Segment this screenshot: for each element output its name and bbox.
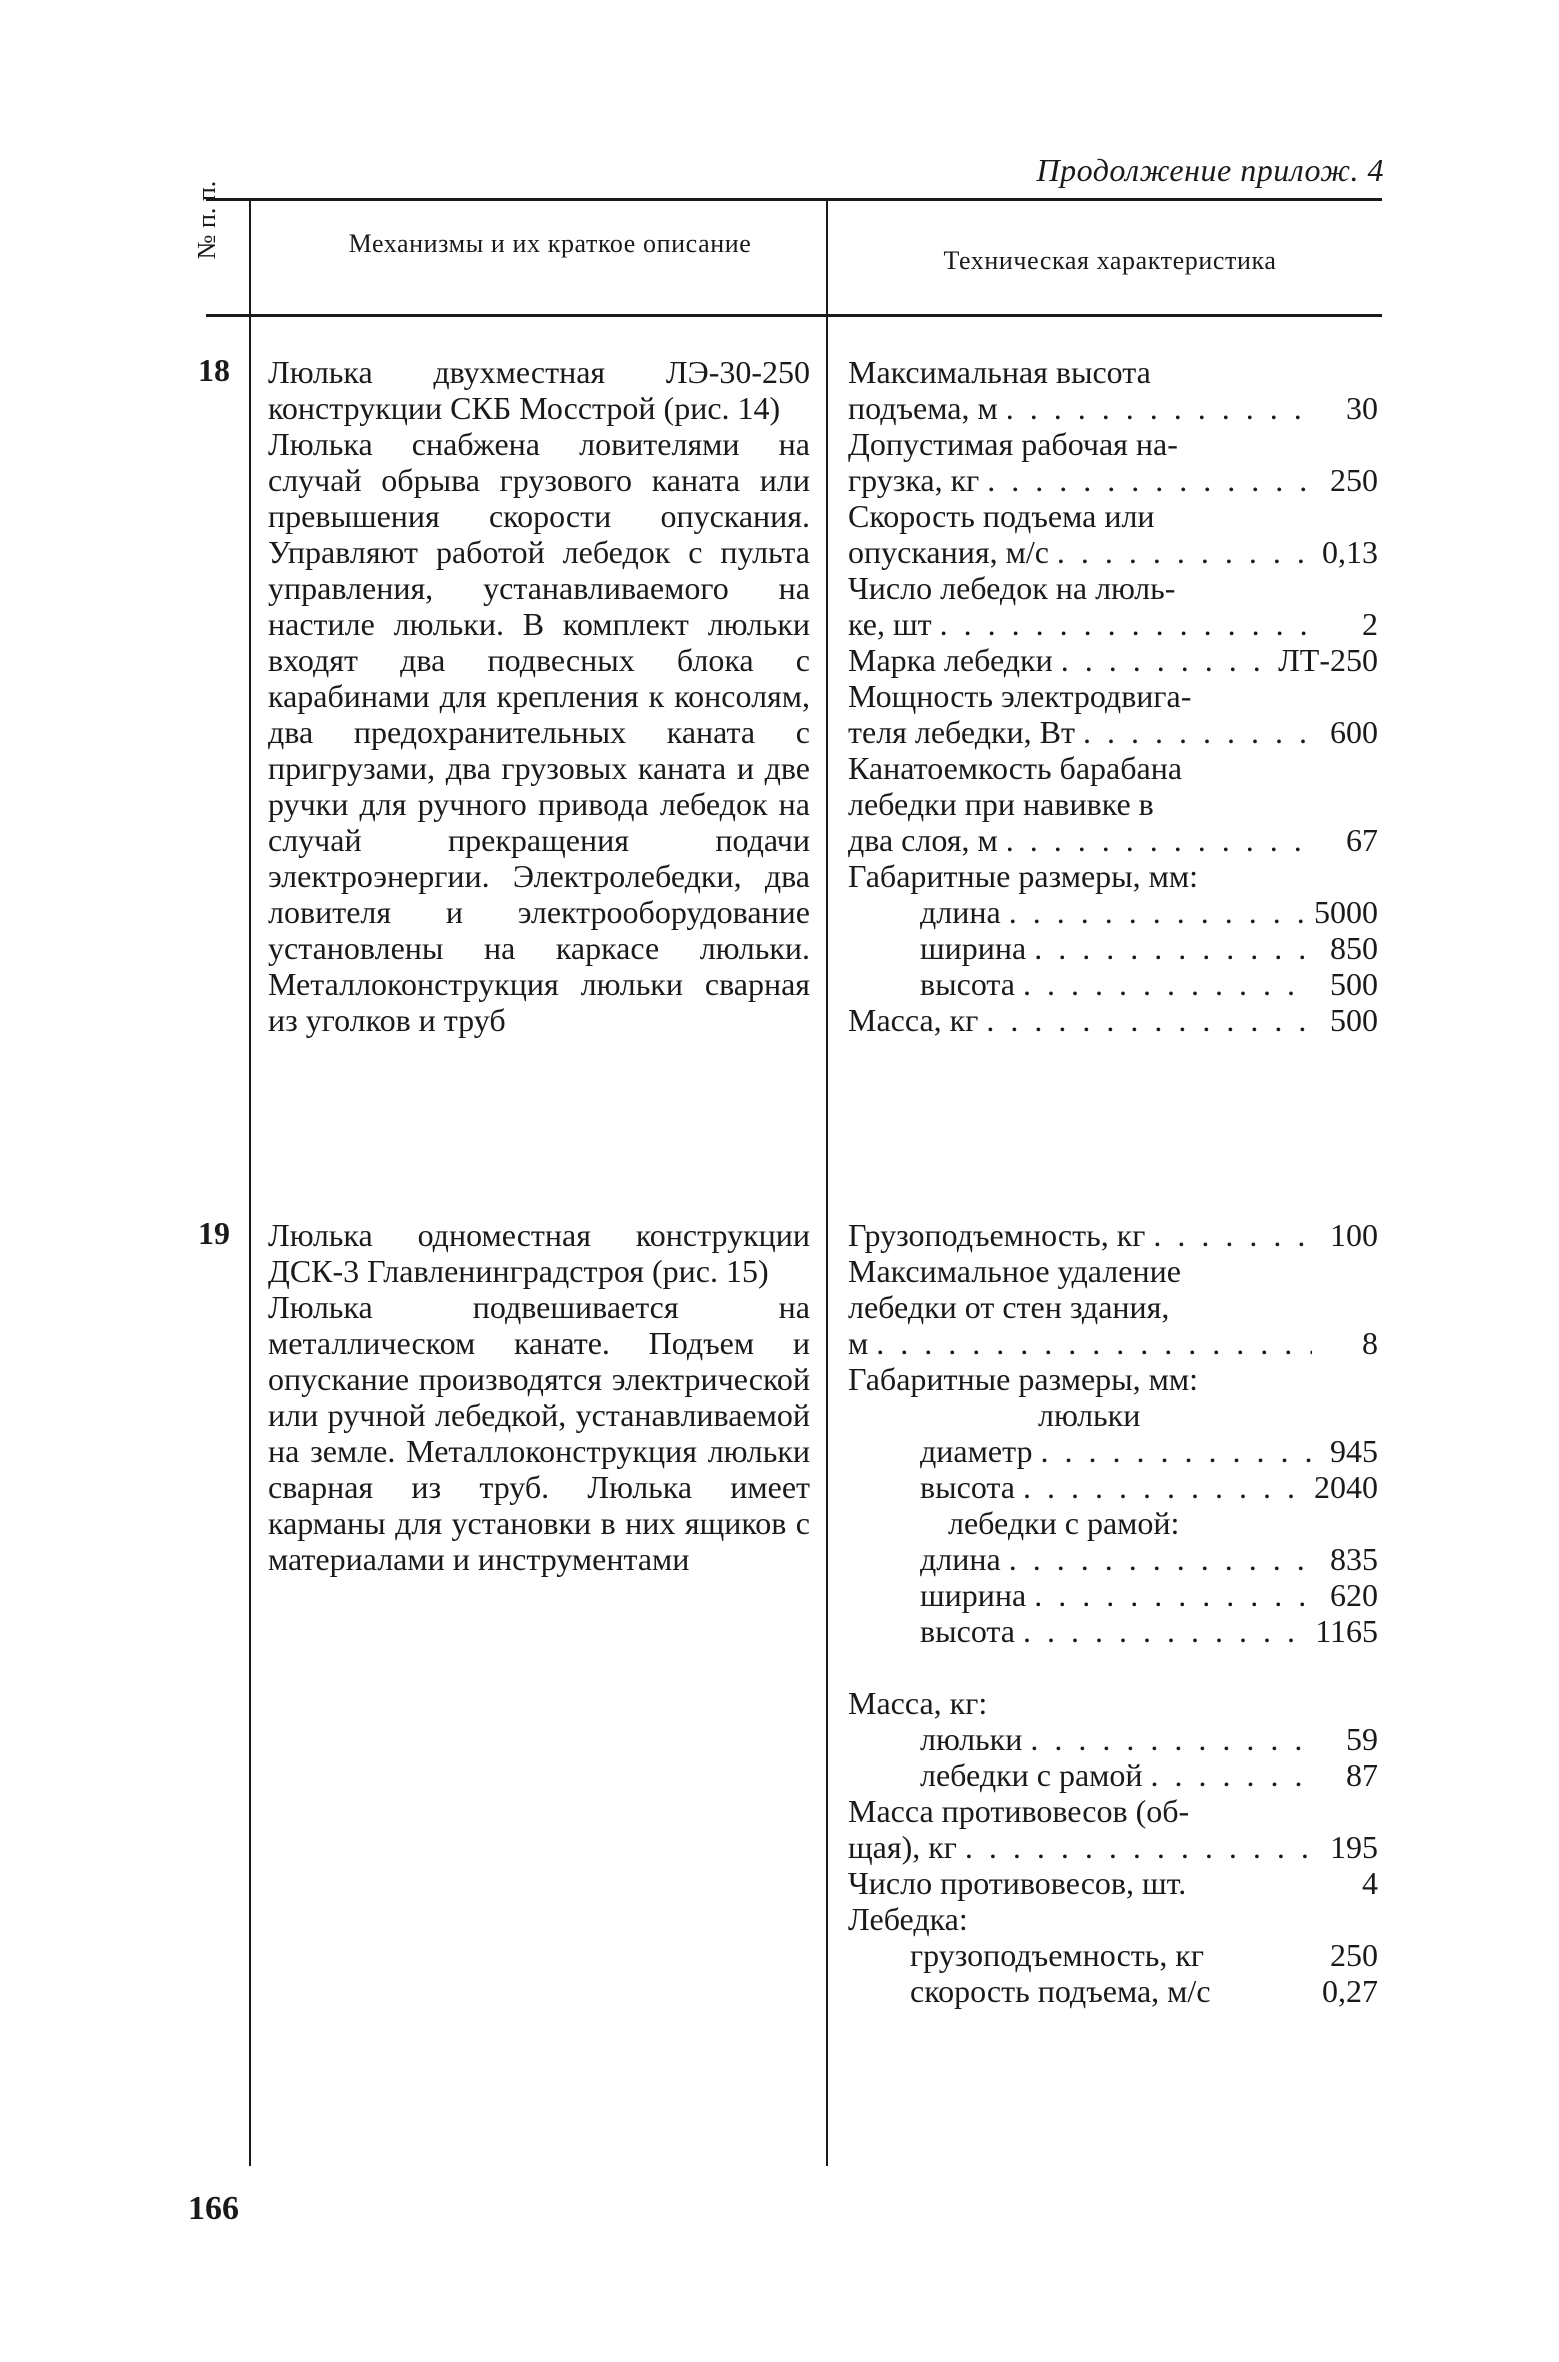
spec-label: скорость подъема, м/с (910, 1973, 1211, 2009)
spec-label: Число противовесов, шт. (848, 1865, 1187, 1901)
page-number: 166 (188, 2190, 239, 2227)
table-top-rule (206, 198, 1382, 201)
spec-label: грузка, кг (848, 462, 980, 498)
item-title: Люлька одноместная конструкции ДСК-3 Главленинградстроя (рис. 15) (268, 1217, 810, 1289)
header-characteristics: Техническая характеристика (943, 246, 1277, 275)
spec-label: Мощность электродвига- (848, 678, 1192, 714)
spec-label: щая), кг (848, 1829, 957, 1865)
spec-label: грузоподъемность, кг (910, 1937, 1205, 1973)
spec-value: 0,27 (1322, 1973, 1378, 2009)
spec-value: 195 (1330, 1829, 1378, 1865)
row-number: 19 (198, 1215, 230, 1251)
spec-label: высота (920, 966, 1015, 1002)
spec-label: Скорость подъема или (848, 498, 1155, 534)
spec-label: Канатоемкость барабана (848, 750, 1183, 786)
column-divider-2 (826, 198, 828, 2166)
spec-value: 59 (1346, 1721, 1378, 1757)
spec-label: ке, шт (848, 606, 932, 642)
spec-value: 835 (1330, 1541, 1378, 1577)
spec-label: Максимальная высота (848, 354, 1151, 390)
spec-value: 620 (1330, 1577, 1378, 1613)
spec-label: лебедки при навивке в (848, 786, 1154, 822)
spec-group-label: лебедки с рамой: (948, 1505, 1180, 1541)
spec-value: 87 (1346, 1757, 1378, 1793)
spec-value: 0,13 (1322, 534, 1378, 570)
spec-value: 2 (1362, 606, 1378, 642)
spec-label: люльки (920, 1721, 1023, 1757)
spec-label: ширина (920, 1577, 1027, 1613)
spec-value: 250 (1330, 1937, 1378, 1973)
spec-value: 5000 (1314, 894, 1378, 930)
spec-label: теля лебедки, Вт (848, 714, 1075, 750)
spec-value: 600 (1330, 714, 1378, 750)
table-header-rule (206, 314, 1382, 317)
spec-label: Габаритные размеры, мм: (848, 858, 1199, 894)
spec-value: 500 (1330, 966, 1378, 1002)
spec-label: опускания, м/с (848, 534, 1049, 570)
spec-label: Максимальное удаление (848, 1253, 1181, 1289)
row-description (268, 354, 810, 1038)
item-title: Люлька двухместная ЛЭ-30-250 конструкции СКБ Мосстрой (рис. 14) (268, 354, 810, 426)
column-divider-1 (249, 198, 251, 2166)
spec-value: 945 (1330, 1433, 1378, 1469)
spec-label: ширина (920, 930, 1027, 966)
header-number-column: № п. п. (192, 180, 221, 260)
spec-group-label: люльки (1038, 1397, 1141, 1433)
spec-value: 8 (1362, 1325, 1378, 1361)
spec-label: высота (920, 1469, 1015, 1505)
row-description (268, 1217, 810, 1577)
spec-label: два слоя, м (848, 822, 998, 858)
row-specs (848, 354, 1378, 1038)
item-text: Люлька подвешивается на металлическом канате. Подъем и опускание производятся электрической или ручной лебедкой, устанавливаемой на земле. Металлоконструкция люльки сварная из труб. Люлька имеет карманы для установки в них ящиков с материалами и инструментами (268, 1289, 810, 1577)
spec-value: 2040 (1314, 1469, 1378, 1505)
spec-label: Марка лебедки (848, 642, 1053, 678)
spec-value: ЛТ-250 (1278, 642, 1378, 678)
spec-label: длина (920, 894, 1001, 930)
spec-label: высота (920, 1613, 1015, 1649)
spec-label: Масса, кг: (848, 1685, 988, 1721)
spec-value: 250 (1330, 462, 1378, 498)
spec-label: лебедки с рамой (920, 1757, 1143, 1793)
spec-value: 30 (1346, 390, 1378, 426)
spec-value: 100 (1330, 1217, 1378, 1253)
spec-label: Допустимая рабочая на- (848, 426, 1178, 462)
spec-value: 500 (1330, 1002, 1378, 1038)
spec-label: Лебедка: (848, 1901, 968, 1937)
spec-value: 1165 (1315, 1613, 1378, 1649)
spec-label: Грузоподъемность, кг (848, 1217, 1146, 1253)
spec-value: 4 (1362, 1865, 1378, 1901)
spec-value: 67 (1346, 822, 1378, 858)
spec-label: подъема, м (848, 390, 998, 426)
spec-label: Масса противовесов (об- (848, 1793, 1190, 1829)
spec-label: Масса, кг (848, 1002, 979, 1038)
spec-label: Число лебедок на люль- (848, 570, 1176, 606)
row-number: 18 (198, 352, 230, 388)
spec-label: лебедки от стен здания, (848, 1289, 1170, 1325)
row-specs (848, 1217, 1378, 2009)
spec-label: м (848, 1325, 869, 1361)
spec-label: длина (920, 1541, 1001, 1577)
spec-label: диаметр (920, 1433, 1033, 1469)
spec-label: Габаритные размеры, мм: (848, 1361, 1199, 1397)
header-mechanisms: Механизмы и их краткое описание (348, 229, 752, 258)
item-text: Люлька снабжена ловителями на случай обрыва грузового каната или превышения скорости опускания. Управляют работой лебедок с пульта управления, устанавливаемого на настиле люльки. В комплект люльки входят два подвесных блока с карабинами для крепления к консолям, два предохранительных каната с пригрузами, два грузовых каната и две ручки для ручного привода лебедок на случай прекращения подачи электроэнергии. Электролебедки, два ловителя и электрооборудование установлены на каркасе люльки. Металлоконструкция люльки сварная из уголков и труб (268, 426, 810, 1038)
running-head: Продолжение прилож. 4 (1036, 152, 1384, 188)
spec-value: 850 (1330, 930, 1378, 966)
